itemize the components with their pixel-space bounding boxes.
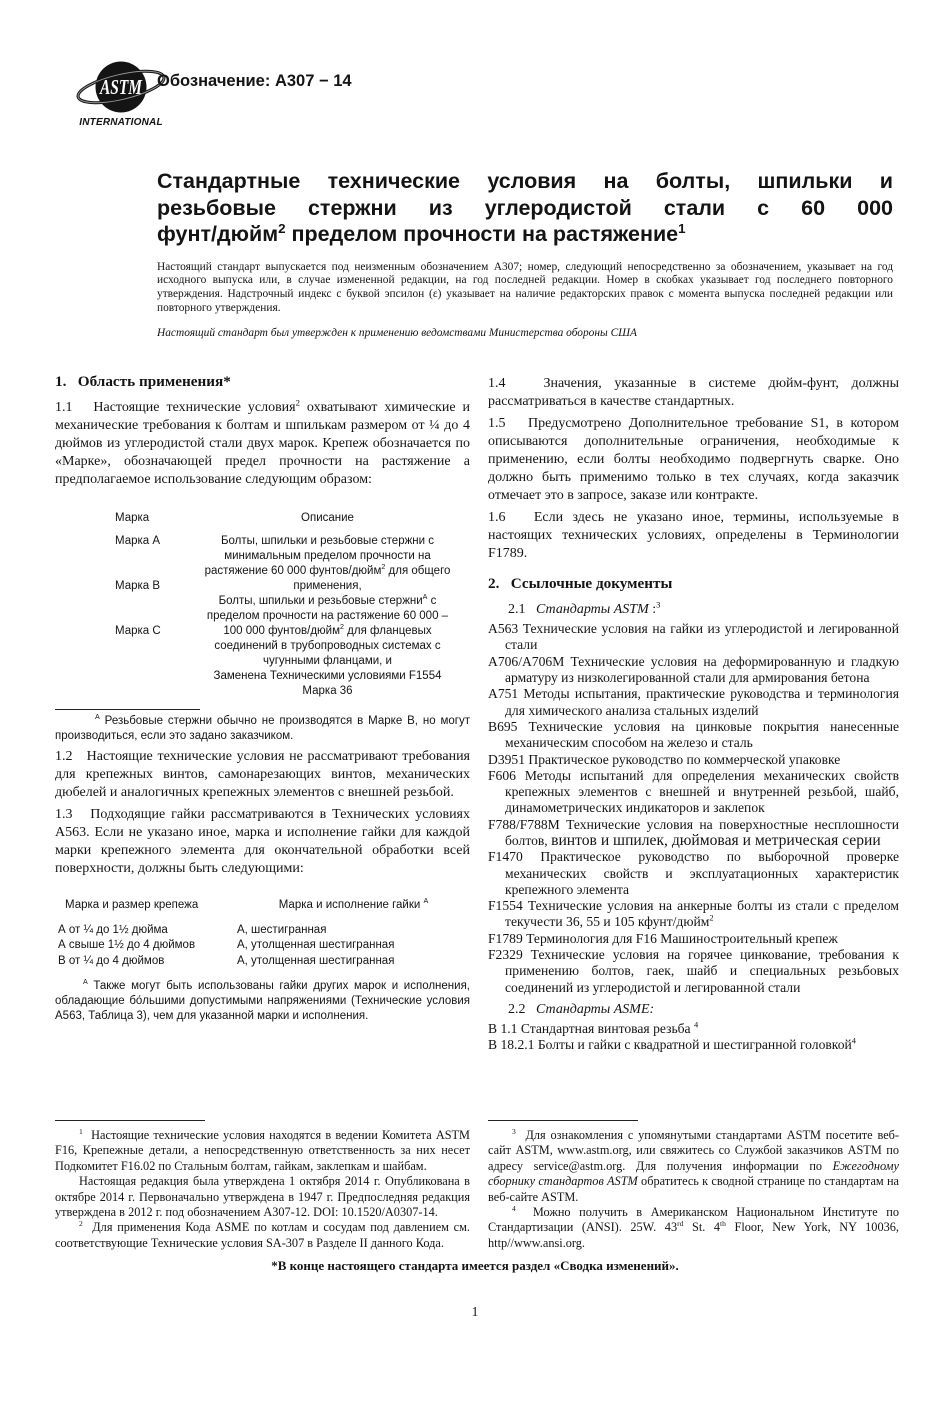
list-item: Заменена Техническими условиями F1554 — [213, 670, 442, 683]
table-footnote-rule — [55, 709, 200, 710]
title-line: резьбовые стержни из углеродистой стали с 60 000 — [157, 195, 893, 220]
left-footnotes — [55, 1120, 470, 1251]
left-column — [55, 373, 470, 1251]
grade-descriptions — [185, 534, 470, 699]
grade-description-table — [55, 511, 470, 744]
list-item: Марка 36 — [302, 685, 353, 698]
footnote-2: $^2$ Для применения Кода ASME по котлам и сосудам под давлением см. соответствующие Технические условия SA-307 в Разделе II данного Кода. — [55, 1219, 470, 1250]
list-item: чугунными фланцами, и — [263, 655, 392, 668]
right-column — [488, 373, 899, 1251]
para-2-2: 2.2 Стандарты ASME: — [508, 1001, 655, 1017]
list-item: F1554 Технические условия на анкерные болты из стали с пределом текучести 36, 55 и 105 кфунт/дюйм$^2$ — [488, 898, 899, 930]
right-footnotes — [488, 1120, 899, 1251]
page-number: 1 — [471, 1304, 479, 1320]
issue-notice: Настоящий стандарт выпускается под неизменным обозначением A307; номер, следующий непосредственно за обозначением, указывает на год исходного выпуска или, в случае измененной редакции, на год последней редакции. Номер в скобках указывает год последнего повторного утверждения. Надстрочный индекс с буквой эпсилон (ε) указывает на наличие редакторских правок с момента выпуска последней редакции или повторного утверждения. — [157, 260, 893, 315]
col-header-marka: Марка — [115, 512, 150, 525]
para-1-5: 1.5 Предусмотрено Дополнительное требование S1, в котором описываются дополнительные ограничения, необходимые к применению, если болты необходимо подвергнуть сварке. Оно должно быть применимо только в тех случаях, когда заказчик отмечает это в запросе, заказе или контракте. — [488, 416, 899, 504]
para-1-4: 1.4 Значения, указанные в системе дюйм-фунт, должны рассматриваться в качестве стандартных. — [488, 376, 899, 410]
list-item: F788/F788M Технические условия на поверхностные несплошности болтов, винтов и шпилек, дюймовая и метрическая серии — [488, 816, 899, 849]
col-header-fastener: Марка и размер крепежа — [65, 899, 199, 912]
list-item: 100 000 фунтов/дюйм$^2$ для фланцевых — [223, 623, 432, 638]
para-1-3: 1.3 Подходящие гайки рассматриваются в Технических условиях А563. Если не указано иное, марка и исполнение гайки для каждой марки крепежного элемента для окончательной обработки всей поверхности, должны быть следующими: — [55, 807, 470, 877]
list-item: В от ¼ до 4 дюймов А, утолщенная шестигранная — [58, 954, 395, 967]
col-header-opisanie: Описание — [301, 512, 354, 525]
nut-grade-table — [55, 898, 470, 1024]
asme-reference-list — [488, 1021, 899, 1054]
list-item: Болты, шпильки и резьбовые стержни с — [220, 535, 434, 548]
list-item: пределом прочности на растяжение 60 000 – — [206, 610, 449, 623]
nut-table-rows — [55, 923, 470, 970]
footnote-4: $^4$ Можно получить в Американском Национальном Институте по Стандартизации (ANSI). 25W. 43rd St. 4th Floor, New York, NY 10036, http//www.ansi.org. — [488, 1203, 899, 1250]
para-1-2: 1.2 Настоящие технические условия не рассматривают требования для крепежных винтов, самонарезающих винтов, механических дюбелей и аналогичных крепежных элементов с внешней резьбой. — [55, 749, 470, 801]
nut-table-header — [55, 898, 470, 914]
table1-footnote-a: $^A$ Резьбовые стержни обычно не производятся в Марке В, но могут производиться, если это задано заказчиком. — [55, 713, 470, 743]
list-item: F1470 Практическое руководство по выборочной проверке механических свойств и эксплуатационных характеристик крепежного элемента — [488, 849, 899, 897]
table2-footnote-a: $^A$ Также могут быть использованы гайки других марок и исполнения, обладающие бо́льшими допустимыми напряжениями (Технические условия А563, Таблица 3), чем для указанной марки и исполнения. — [55, 978, 470, 1023]
list-item: В 18.2.1 Болты и гайки с квадратной и шестигранной головкой$^4$ — [488, 1035, 856, 1053]
list-item: A563 Технические условия на гайки из углеродистой и легированной стали — [488, 621, 899, 653]
para-1-6: 1.6 Если здесь не указано иное, термины, используемые в настоящих технических условиях, определены в Терминологии F1789. — [488, 510, 899, 562]
list-item: F606 Методы испытаний для определения механических свойств крепежных элементов с внешней и внутренней резьбой, шайб, динамометрических индикаторов и заклепок — [488, 767, 899, 816]
list-item: растяжение 60 000 фунтов/дюйм$^2$ для общего — [204, 563, 451, 578]
logo-international-label: INTERNATIONAL — [79, 117, 163, 128]
list-item: F1789 Терминология для F16 Машиностроительный крепеж — [488, 930, 838, 946]
svg-text:ASTM: ASTM — [98, 75, 143, 99]
section-2-heading: 2. Ссылочные документы — [488, 575, 673, 593]
list-item: F2329 Технические условия на горячее цинкование, требования к применению болтов, гаек, шайб и специальных резьбовых соединений из углеродистой и легированной стали — [488, 947, 899, 995]
para-2-1: 2.1 Стандарты ASTM :$^3$ — [508, 599, 661, 618]
list-item: В 1.1 Стандартная винтовая резьба $^4$ — [488, 1019, 699, 1036]
footnote-rule — [488, 1120, 638, 1121]
designation: Обозначение: A307 − 14 — [157, 72, 352, 90]
title-line: фунт/дюйм$^2$ пределом прочности на растяжение$^1$ — [157, 220, 686, 246]
dod-approval-note: Настоящий стандарт был утвержден к применению ведомствами Министерства обороны США — [157, 327, 638, 340]
grade-a-label: Марка A — [115, 535, 161, 548]
list-item: A751 Методы испытания, практические руководства и терминология для химического анализа стальных изделий — [488, 686, 899, 718]
footnote-1-continued: Настоящая редакция была утверждена 1 октября 2014 г. Опубликована в октябре 2014 г. Первоначально утверждена в 1947 г. Предпоследняя редакция утверждена в 2012 г. под обозначением A307-12. DOI: 10.1520/A0307-14. — [55, 1174, 470, 1219]
summary-of-changes-note: *В конце настоящего стандарта имеется раздел «Сводка изменений». — [271, 1258, 679, 1274]
list-item: соединений в трубопроводных системах с — [214, 640, 441, 653]
two-column-body — [55, 373, 902, 1251]
list-item: Болты, шпильки и резьбовые стержни$^A$ с — [218, 593, 437, 608]
title-line: Стандартные технические условия на болты, шпильки и — [157, 169, 893, 193]
page-header — [73, 60, 893, 152]
list-item: А свыше 1½ до 4 дюймов А, утолщенная шестигранная — [58, 939, 395, 952]
footnote-3: $^3$ Для ознакомления с упомянутыми стандартами ASTM посетите веб-сайт ASTM, www.astm.org, или свяжитесь со Службой заказчиков ASTM по адресу service@astm.org. Для получения информации по Ежегодному сборнику стандартов ASTM обратитесь к сводной странице по стандартам на веб-сайте ASTM. — [488, 1126, 899, 1204]
document-page — [0, 60, 950, 1320]
list-item: A706/A706M Технические условия на деформированную и гладкую арматуру из низколегированной стали для армирования бетона — [488, 653, 899, 686]
grade-c-label: Марка C — [115, 625, 161, 638]
list-item: А от ¼ до 1½ дюйма А, шестигранная — [58, 923, 327, 936]
astm-logo-icon — [75, 60, 167, 116]
grade-table-body — [55, 534, 470, 699]
astm-reference-list — [488, 621, 899, 996]
col-header-nut: Марка и исполнение гайки $^A$ — [278, 897, 429, 912]
footnote-1: $^1$ Настоящие технические условия находятся в ведении Комитета ASTM F16, Крепежные детали, а непосредственную ответственность за них несет Подкомитет F16.02 по Стальным болтам, гайкам, заклепкам и шайбам. — [55, 1126, 470, 1173]
list-item: применения, — [293, 580, 362, 593]
grade-b-label: Марка B — [115, 580, 161, 593]
document-title — [157, 168, 893, 248]
list-item: минимальным пределом прочности на — [224, 550, 431, 563]
section-1-heading: 1. Область применения* — [55, 373, 231, 391]
list-item: D3951 Практическое руководство по коммерческой упаковке — [488, 751, 841, 767]
footnote-rule — [55, 1120, 205, 1121]
list-item: B695 Технические условия на цинковые покрытия нанесенные механическим способом на железо и сталь — [488, 718, 899, 751]
para-1-1: 1.1 Настоящие технические условия$^2$ охватывают химические и механические требования к болтам и шпилькам размером от ¼ до 4 дюймов из углеродистой стали двух марок. Крепеж обозначается по «Марке», обозначающей предел прочности на растяжение а предполагаемое использование следующим образом: — [55, 397, 470, 488]
astm-logo — [73, 60, 169, 128]
grade-table-header — [55, 511, 470, 526]
